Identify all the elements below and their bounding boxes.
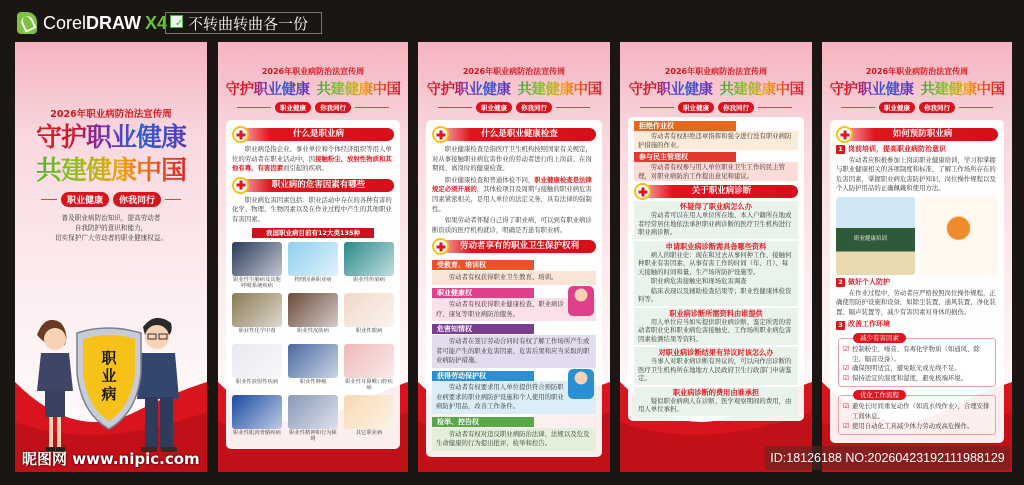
faq-box: [634, 201, 798, 239]
panel-event-title: 2026年职业病防治法宣传周: [865, 67, 969, 76]
right-text-box: [432, 428, 596, 451]
right-description: 劳动者在签订劳动合同时有权了解工作场所产生或者可能产生的职业危害因素、危害后果和应当采取的职业病防护措施。: [436, 336, 590, 365]
panel-slogan: [418, 102, 610, 113]
right-text-box: [432, 381, 596, 414]
slogan-pill: 你我同行: [516, 102, 552, 113]
shield-text-2: 业: [101, 367, 117, 385]
faq-title: 职业病诊断所需资料由谁提供: [669, 308, 763, 318]
text-segment: 如果劳动者怀疑自己得了职业病，可以到有职业病诊断资质的医疗机构就诊，明确是否患有职业病。: [432, 216, 592, 234]
protective-gear-icon: [919, 197, 998, 275]
category-banner: 我国职业病目前有12大类135种: [252, 228, 374, 238]
logo-draw: DRAW: [86, 13, 142, 33]
faq-title: 怀疑得了职业病怎么办: [680, 202, 752, 211]
disease-item: [232, 344, 282, 392]
right-description: 劳动者有权对违反职业病防治法律、法规以及危及生命健康的行为提出批评、检举和控告。: [436, 429, 590, 448]
right-text-box: [432, 335, 596, 368]
disease-illustration-icon: [288, 293, 338, 327]
right-item: [432, 321, 596, 367]
title-part-a: 守护职业健康: [629, 78, 713, 99]
numbered-title: 改善工作环境: [848, 320, 890, 329]
right-text-box: [634, 162, 798, 181]
medical-cross-icon: [432, 126, 449, 143]
disease-label: 职业性放射性疾病: [235, 378, 279, 385]
disease-illustration-icon: [344, 395, 394, 429]
disease-item: [288, 242, 338, 290]
title-part-b: 共建健康中国: [518, 78, 602, 99]
disease-item: [344, 395, 394, 443]
faq-title: 对职业病诊断结果有异议时该怎么办: [658, 348, 774, 357]
disease-grid: [232, 242, 394, 443]
faq-box: [634, 308, 798, 346]
cover-title-line2: 共建健康中国: [15, 155, 207, 188]
right-text-box: [634, 131, 798, 150]
paragraph: [232, 196, 394, 225]
title-part-b: 共建健康中国: [921, 78, 1005, 99]
section-header: [232, 127, 394, 142]
cover-main-title: [15, 122, 207, 188]
checklist-box: [838, 333, 996, 387]
checklist-box: [838, 391, 996, 435]
paragraph: [432, 216, 596, 235]
umbrella-family-icon: [568, 369, 594, 399]
panel-main-title: [822, 78, 1012, 99]
text-segment: 职业病是指企业、事业单位和个体经济组织等用人单位的劳动者在职业活动中，因: [232, 145, 392, 163]
numbered-title: 岗前培训，提高职业病防治意识: [848, 145, 946, 153]
faq-box: [634, 387, 798, 416]
section-header: [836, 127, 998, 142]
text-segment: 在作业过程中，劳动者应严格按照岗位操作规程，正确使用防护设施和设备，如除尘装置、通风装置、净化装置、隔声装置等，减少有害因素对身体的损伤。: [836, 288, 996, 316]
disease-illustration-icon: [232, 395, 282, 429]
disease-illustration-icon: [344, 344, 394, 378]
disease-illustration-icon: [344, 293, 394, 327]
right-label: 受教育、培训权: [432, 260, 534, 270]
disease-label: 职业性化学中毒: [238, 327, 276, 334]
divider-line: [556, 107, 590, 108]
disease-item: [344, 344, 394, 392]
panel-event-title: 2026年职业病防治法宣传周: [261, 67, 365, 76]
right-label: 职业健康权: [432, 288, 534, 298]
slogan-pill: 职业健康: [476, 102, 512, 113]
disease-label: 职业性眼病: [355, 327, 383, 334]
section-title: 关于职业病诊断: [645, 185, 798, 198]
divider-line: [237, 107, 271, 108]
disease-label: 职业性肌肉骨骼疾病: [233, 429, 281, 436]
section-header: [232, 178, 394, 193]
section-title: 什么是职业病: [243, 128, 394, 141]
watermark-id: ID:18126188 NO:20260423192111988129: [765, 446, 1010, 470]
number-badge: 3: [836, 321, 845, 330]
section-header: [634, 184, 798, 199]
panel-main-title: [418, 78, 610, 99]
desc-line: 切实保护广大劳动者的职业健康权益。: [54, 234, 168, 242]
title-part-a: 守护职业健康: [427, 78, 511, 99]
right-item: [432, 285, 596, 322]
divider-line: [355, 107, 389, 108]
right-item: [634, 119, 798, 150]
people-holding-shield-illustration: [15, 297, 207, 472]
disease-item: [288, 395, 338, 443]
panel-slogan: [620, 102, 812, 113]
disease-illustration-icon: [344, 242, 394, 276]
content-card: [830, 120, 1004, 443]
number-badge: 1: [836, 145, 845, 154]
numbered-title: 做好个人防护: [848, 277, 890, 286]
disease-item: [232, 293, 282, 341]
text-segment: ，其体检项目及周期与接触的职业病危害因素紧密相关，是用人单位的法定义务，具有法律的强制性。: [432, 185, 592, 213]
slogan-pill: 你我同行: [113, 192, 161, 207]
shield-text-1: 职: [101, 349, 117, 367]
disease-label: 职业性精神和行为障碍: [289, 429, 337, 443]
right-label: 参与民主管理权: [634, 152, 736, 162]
paragraph: [432, 145, 596, 174]
disease-label: 其它职业病: [355, 429, 383, 436]
disease-label: 职业性传染病: [353, 276, 385, 283]
right-description: 劳动者有权拒绝违章指挥和强令进行没有职业病防护措施的作业。: [638, 132, 792, 149]
section-title: 如何预防职业病: [847, 128, 998, 141]
disease-item: [232, 395, 282, 443]
desc-line: 普及职业病防治知识，提高劳动者: [61, 214, 161, 222]
disease-illustration-icon: [232, 242, 282, 276]
divider-line: [841, 107, 875, 108]
cover-panel: [15, 42, 207, 472]
faq-title: 申请职业病诊断需具备哪些资料: [665, 241, 767, 251]
text-segment: 职业健康检查是指医疗卫生机构按照国家有关规定，对从事接触职业病危害作业的劳动者进行的上岗前、在岗期间、离岗时的健康检查。: [432, 145, 592, 173]
text-segment: 职业健康检查和普通体检不同，: [444, 175, 535, 184]
training-board-label: 职业健康培训: [854, 235, 888, 242]
right-text-box: [432, 298, 596, 321]
disease-item: [344, 293, 394, 341]
text-segment: 职业病危害因素包括：职业活动中存在的各种有害的化学、物理、生物因素以及在作业过程中产生的其他职业有害因素。: [232, 195, 392, 223]
coreldraw-logo-icon: [17, 12, 37, 34]
cover-event-title: 2026年职业病防治法宣传周: [50, 109, 172, 120]
paragraph: [836, 289, 998, 318]
disease-label: 职业性肿瘤: [299, 378, 327, 385]
content-card: [426, 120, 602, 457]
paragraph: [836, 156, 998, 194]
desc-line: 自我防护的意识和能力，: [74, 224, 148, 232]
section-header: [432, 239, 596, 254]
text-segment: 接触粉尘、放射性物质和其他有毒、有害因素: [232, 154, 392, 173]
checklist-item: ☑ 保持适宜的温度和湿度，避免极端环境。: [843, 374, 991, 384]
divider-line: [959, 107, 993, 108]
checkbox-checked-icon[interactable]: ✓: [170, 15, 183, 28]
checklist-item: ☑ 避免长时间重复动作（如流水线作业），合理安排工间休息。: [843, 402, 991, 421]
faq-text: 疑似职业病病人在诊断、医学观察期间的费用，由用人单位承担。: [638, 396, 792, 413]
cover-description: [15, 213, 207, 243]
woman-figure: [37, 320, 73, 451]
right-description: 劳动者有权获得职业卫生教育、培训。: [448, 272, 558, 281]
cover-title-line1: 守护职业健康: [15, 122, 207, 155]
disease-item: [288, 344, 338, 392]
logo-corel: Corel: [43, 13, 87, 33]
faq-box: [634, 241, 798, 306]
faq-text: 当事人对职业病诊断有异议的，可以向作出诊断的医疗卫生机构所在地地方人民政府卫生行政部门申请鉴定。: [638, 357, 792, 382]
slogan-pill: 职业健康: [275, 102, 311, 113]
panel-slogan: [218, 102, 408, 113]
slogan-pill: 你我同行: [718, 102, 754, 113]
disease-illustration-icon: [288, 242, 338, 276]
right-item: [432, 414, 596, 451]
section-header: [432, 127, 596, 142]
right-item: [432, 257, 596, 284]
illustrations: [836, 197, 998, 275]
slogan-pill: 你我同行: [919, 102, 955, 113]
checklist-item: ☑ 确保照明适宜，避免眩光或光线不足。: [843, 364, 991, 374]
content-card: [628, 117, 804, 421]
checklist-item: ☑ 使用自动化工具减少体力劳动或高危操作。: [843, 422, 991, 432]
numbered-heading: [836, 320, 998, 330]
logo-version: X4: [145, 13, 168, 33]
disease-label: 物理因素职业病: [294, 276, 332, 283]
checklist-label: 优化工作流程: [853, 390, 906, 400]
title-part-a: 守护职业健康: [830, 78, 914, 99]
faq-text: 劳动者可以在用人单位所在地、本人户籍所在地或者经常居住地依法承担职业病诊断的医疗卫生机构进行职业病诊断。: [638, 211, 792, 236]
disease-illustration-icon: [232, 344, 282, 378]
info-panel-4: [620, 42, 812, 472]
checklist-item: ☑ 控制粉尘、噪音、有毒化学物质（如通风、除尘、隔音设备）。: [843, 345, 991, 364]
panel-slogan: [822, 102, 1012, 113]
disease-label: 职业性皮肤病: [297, 327, 329, 334]
shield-text-3: 病: [101, 385, 117, 403]
right-text-box: [432, 271, 596, 285]
right-description: 劳动者有权获得职业健康检查、职业病诊疗、康复等职业病防治服务。: [436, 300, 564, 318]
info-panel-2: [218, 42, 408, 472]
right-item: [634, 150, 798, 181]
faq-title: 职业病诊断的费用由谁承担: [672, 387, 760, 397]
panel-main-title: [620, 78, 812, 99]
medical-cross-icon: [232, 126, 249, 143]
disease-item: [288, 293, 338, 341]
checklist-label: 减少有害因素: [853, 333, 906, 343]
app-logo-text: [43, 13, 167, 34]
divider-line: [438, 107, 472, 108]
cover-slogan: [15, 192, 207, 207]
top-bar: [0, 0, 1024, 40]
right-item: [432, 368, 596, 414]
disease-illustration-icon: [288, 344, 338, 378]
right-description: 劳动者有权要求用人单位提供符合预防职业病要求的职业病防护设施和个人使用的职业病防护用品，改善工作条件。: [436, 383, 564, 411]
disease-item: [344, 242, 394, 290]
numbered-heading: [836, 278, 998, 288]
right-label: 危害知情权: [432, 324, 534, 334]
faq-text: 病人的职业史：现在和过去从事何种工作、接触何种职业有害因素、从事有害工作的时间（年、月）、每天接触的时间和量、生产场所防护设施等。: [638, 250, 792, 276]
disease-label: 职业性尘肺病及其他呼吸系统疾病: [233, 276, 281, 290]
watermark-site: 昵图网 www.nipic.com: [22, 450, 200, 468]
info-panel-5: [822, 42, 1012, 472]
checkbox-label: 不转曲转曲各一份: [188, 14, 309, 33]
title-part-b: 共建健康中国: [720, 78, 804, 99]
slogan-pill: 你我同行: [315, 102, 351, 113]
section-title: 劳动者享有的职业卫生保护权利: [443, 240, 596, 253]
faq-text: 临床表现以及辅助检查结果等；职业性健康体检资料等。: [638, 286, 792, 303]
title-part-a: 守护职业健康: [226, 78, 310, 99]
right-label: 获得劳动保护权: [432, 371, 534, 381]
medical-cross-icon: [836, 126, 853, 143]
numbered-heading: [836, 145, 998, 155]
disease-label: 职业性耳鼻喉口腔疾病: [345, 378, 393, 392]
info-panel-3: [418, 42, 610, 472]
text-segment: 而引起的疾病。: [283, 164, 328, 173]
panel-event-title: 2026年职业病防治法宣传周: [664, 67, 768, 76]
faq-text: 用人单位应当如实提供职业病诊断、鉴定所需的劳动者职业史和职业病危害接触史、工作场所职业病危害因素检测结果等资料。: [638, 317, 792, 343]
text-segment: 劳动者应积极参加上岗前职业健康培训，学习和掌握与职业健康相关的各项制度和标准，了解工作场所存在的危害因素，掌握职业病危害防护知识、岗位操作规程以及个人防护用品的正确佩戴和使用方法。: [836, 155, 996, 193]
section-title: 职业病的危害因素有哪些: [243, 179, 394, 192]
panel-event-title: 2026年职业病防治法宣传周: [462, 67, 566, 76]
slogan-pill: 职业健康: [678, 102, 714, 113]
faq-box: [634, 347, 798, 385]
disease-illustration-icon: [288, 395, 338, 429]
medical-cross-icon: [232, 177, 249, 194]
paragraph: [232, 145, 394, 174]
worker-with-clipboard-icon: [568, 286, 594, 316]
training-illustration-icon: [836, 197, 915, 275]
medical-cross-icon: [634, 183, 651, 200]
right-label: 检举、控告权: [432, 417, 534, 427]
text-segment: 职业健康检查是法律规定必须开展的: [432, 175, 592, 194]
section-title: 什么是职业健康检查: [443, 128, 596, 141]
disease-item: [232, 242, 282, 290]
convert-option-checkbox[interactable]: [165, 12, 322, 34]
faq-text: 职业病危害接触史和现场危害调查: [650, 277, 747, 285]
slogan-pill: 职业健康: [879, 102, 915, 113]
paragraph: [432, 176, 596, 214]
slogan-pill: 职业健康: [61, 192, 109, 207]
right-label: 拒绝作业权: [634, 121, 736, 131]
content-card: [226, 120, 400, 449]
divider-line: [640, 107, 674, 108]
man-figure: [137, 318, 179, 452]
panel-main-title: [218, 78, 408, 99]
right-description: 劳动者有权参与用人单位职业卫生工作的民主管理，对职业病防治工作提出意见和建议。: [638, 163, 785, 180]
title-part-b: 共建健康中国: [317, 78, 401, 99]
shield-icon: [77, 328, 141, 429]
number-badge: 2: [836, 278, 845, 287]
disease-illustration-icon: [232, 293, 282, 327]
divider-line: [758, 107, 792, 108]
